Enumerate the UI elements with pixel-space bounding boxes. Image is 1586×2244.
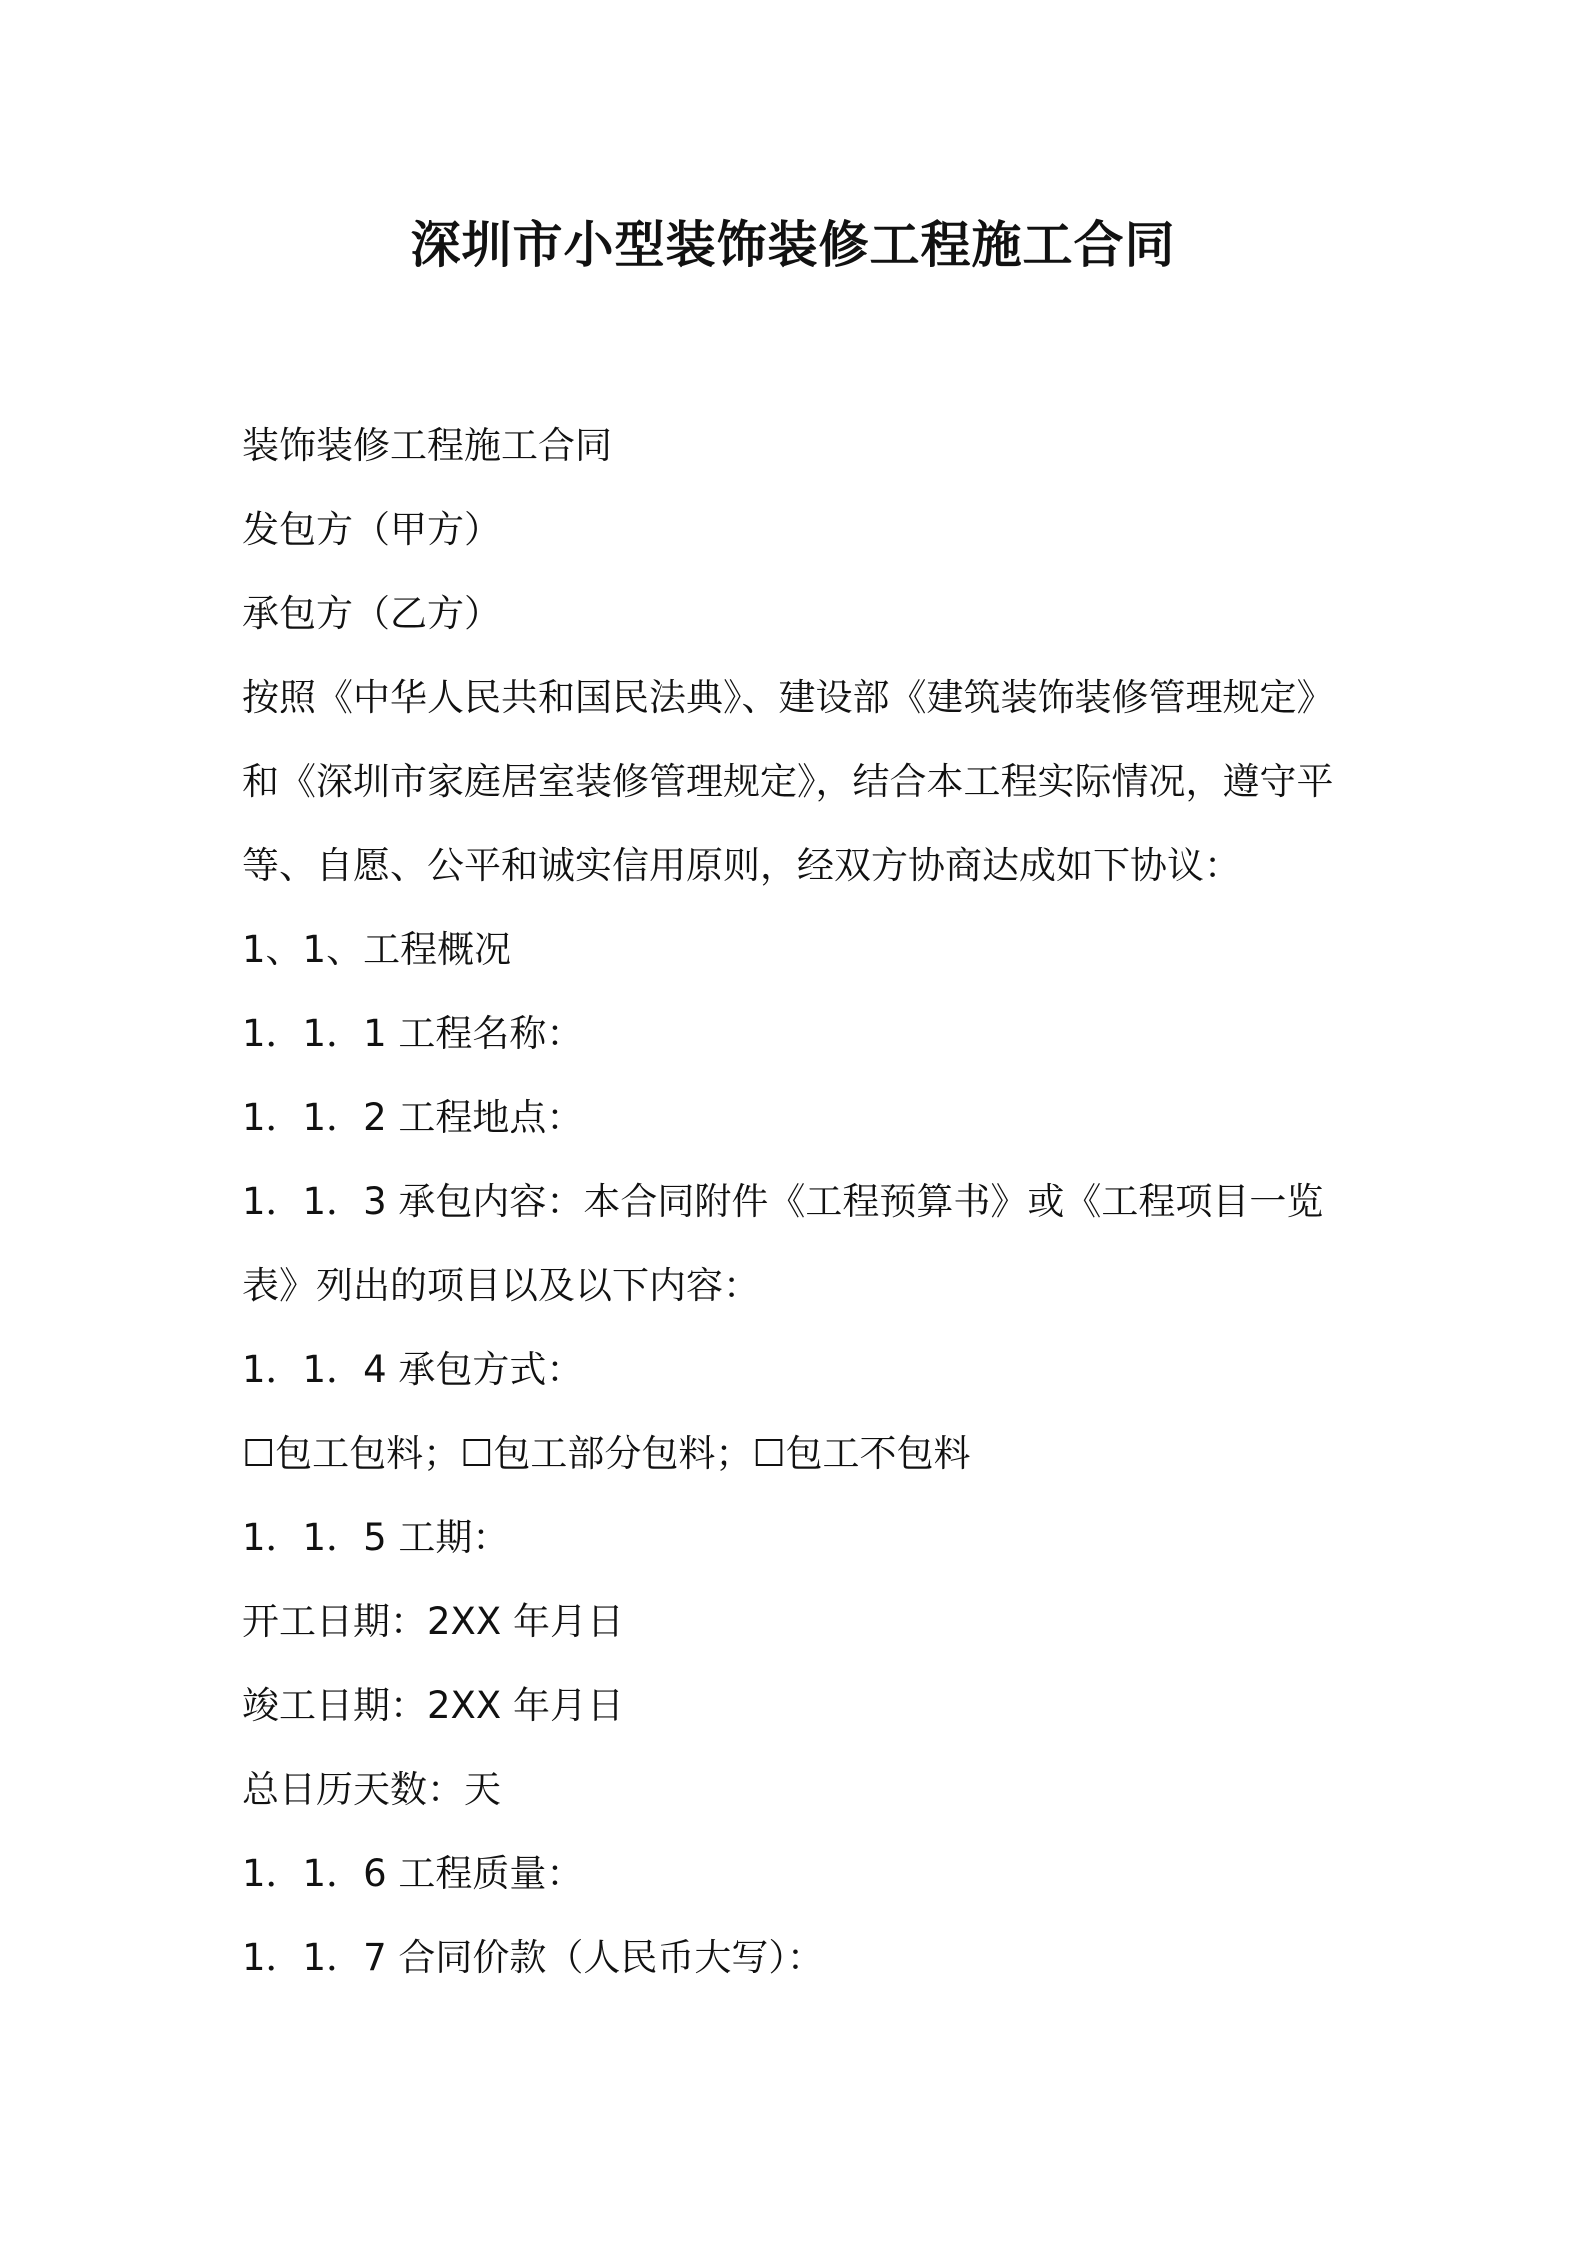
document-body	[242, 404, 1352, 2000]
document-title: 深圳市小型装饰装修工程施工合同	[410, 216, 1176, 274]
item-project-quality: 1．1．6 工程质量：	[242, 1852, 584, 1895]
contract-method-options: ☐包工包料；☐包工部分包料；☐包工不包料	[242, 1432, 971, 1475]
preamble-paragraph: 按照《中华人民共和国民法典》、建设部《建筑装饰装修管理规定》和《深圳市家庭居室装修管理规定》，结合本工程实际情况，遵守平等、自愿、公平和诚实信用原则，经双方协商达成如下协议：	[242, 676, 1334, 887]
item-contract-scope: 1．1．3 承包内容：本合同附件《工程预算书》或《工程项目一览表》列出的项目以及以下内容：	[242, 1180, 1324, 1307]
item-contract-price: 1．1．7 合同价款（人民币大写）：	[242, 1936, 824, 1979]
completion-date-line: 竣工日期：2XX 年月日	[242, 1684, 624, 1727]
total-calendar-days-line: 总日历天数：天	[242, 1768, 501, 1811]
start-date-line: 开工日期：2XX 年月日	[242, 1600, 624, 1643]
party-a-line: 发包方（甲方）	[242, 508, 501, 551]
item-project-name: 1．1．1 工程名称：	[242, 1012, 584, 1055]
contract-subtitle: 装饰装修工程施工合同	[242, 424, 612, 467]
item-construction-period: 1．1．5 工期：	[242, 1516, 510, 1559]
party-b-line: 承包方（乙方）	[242, 592, 501, 635]
section-heading-project-overview: 1、1、工程概况	[242, 928, 512, 971]
item-contract-method: 1．1．4 承包方式：	[242, 1348, 584, 1391]
item-project-location: 1．1．2 工程地点：	[242, 1096, 584, 1139]
